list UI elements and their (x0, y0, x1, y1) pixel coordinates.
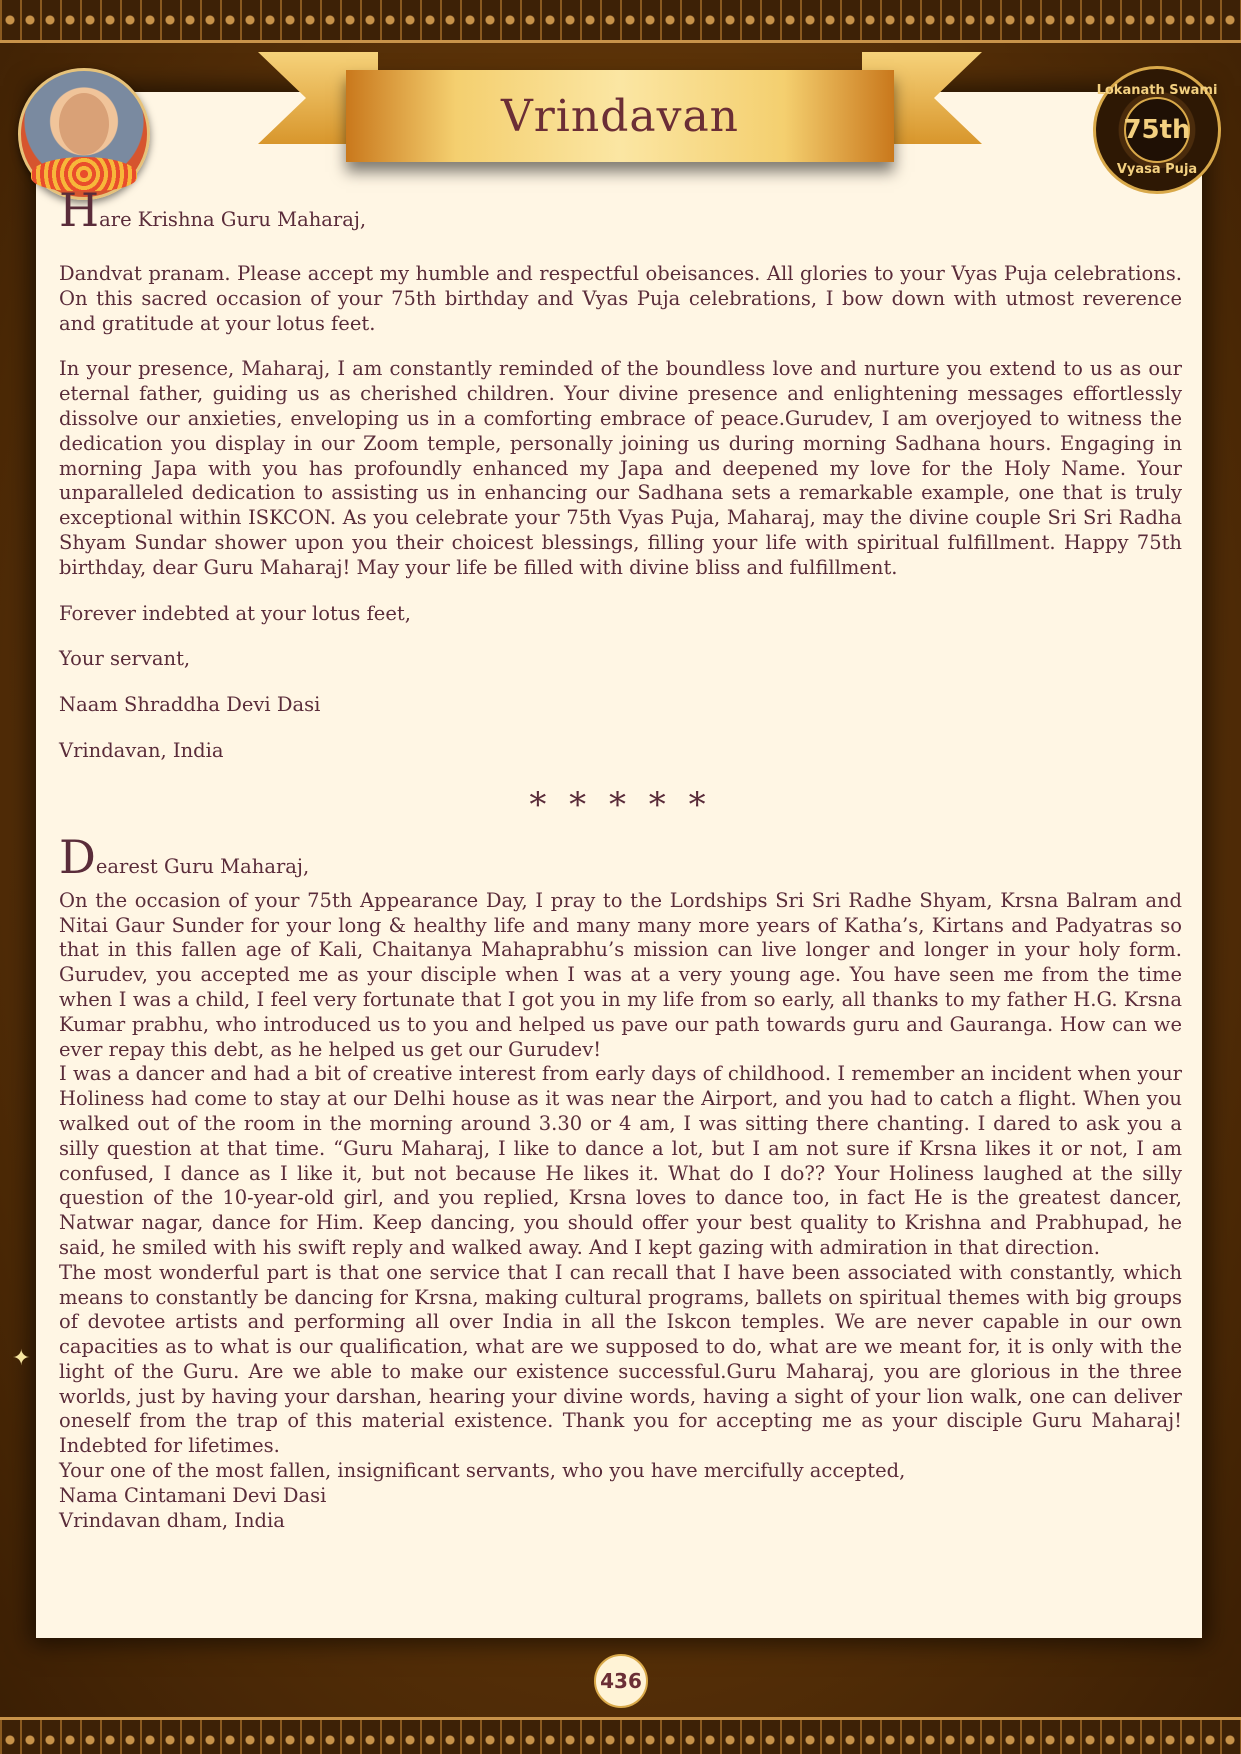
letter2-dropcap: D (59, 829, 96, 884)
letter2-salutation (59, 829, 1182, 887)
letter2-paragraph-3: The most wonderful part is that one service that I can recall that I have been associated with constantly, which means to constantly be dancing for Krsna, making cultural programs, ballets on spiritual themes with big groups of devotee artists and performing all over India in all the Iskcon temples. We are never capable in our own capacities as to what is our qualification, what are we supposed to do, what are we meant for, it is only with the light of the Guru. Are we able to make our existence successful.Guru Maharaj, you are glorious in the three worlds, just by having your darshan, hearing your divine words, having a sight of your lion walk, one can deliver oneself from the trap of this material existence. Thank you for accepting me as your disciple Guru Maharaj! Indebted for lifetimes. (59, 1260, 1182, 1458)
letter1-closing: Forever indebted at your lotus feet, (59, 601, 411, 625)
letter1-location: Vrindavan, India (59, 738, 224, 762)
letter1-paragraph-2: In your presence, Maharaj, I am constantly reminded of the boundless love and nurture you extend to us as our eternal father, guiding us as cherished children. Your divine presence and enlightening messages effortlessly dissolve our anxieties, enveloping us in a comforting embrace of peace.Gurudev, I am overjoyed to witness the dedication you display in our Zoom temple, personally joining us during morning Sadhana hours. Engaging in morning Japa with you has profoundly enhanced my Japa and deepened my love for the Holy Name. Your unparalleled dedication to assisting us in enhancing our Sadhana sets a remarkable example, one that is truly exceptional within ISKCON. As you celebrate your 75th Vyas Puja, Maharaj, may the divine couple Sri Sri Radha Shyam Sundar shower upon you their choicest blessings, filling your life with spiritual fulfillment. Happy 75th birthday, dear Guru Maharaj! May your life be filled with divine bliss and fulfillment. (59, 357, 1182, 579)
badge-top-text: Lokanath Swami (1096, 83, 1218, 98)
bottom-border (0, 1717, 1241, 1754)
letter2-paragraph-1: On the occasion of your 75th Appearance Day, I pray to the Lordships Sri Sri Radhe Shyam, Krsna Balram and Nitai Gaur Sunder for your long & healthy life and many many more years of Katha’s, Kirtans and Padyatras so that in this fallen age of Kali, Chaitanya Mahaprabhu’s mission can live longer and longer in your holy form. Gurudev, you accepted me as your disciple when I was at a very young age. You have seen me from the time when I was a child, I feel very fortunate that I got you in my life from so early, all thanks to my father H.G. Krsna Kumar prabhu, who introduced us to you and helped us pave our path towards guru and Gauranga. How can we ever repay this debt, as he helped us get our Gurudev! (59, 888, 1182, 1061)
guru-portrait-image (18, 68, 150, 200)
letter1-signature: Naam Shraddha Devi Dasi (59, 693, 321, 717)
page-number: 436 (594, 1654, 648, 1708)
portrait-face (59, 93, 109, 155)
letter1-dropcap: H (59, 183, 100, 237)
sparkle-icon: ✦ (12, 1346, 31, 1371)
letter2-location: Vrindavan dham, India (59, 1508, 285, 1532)
letter1-salutation-text: are Krishna Guru Maharaj, (99, 208, 367, 231)
vyasa-puja-75th-logo (1093, 66, 1221, 194)
letter1-paragraph-1: Dandvat pranam. Please accept my humble and respectful obeisances. All glories to your Vyas Puja celebrations. On this sacred occasion of your 75th birthday and Vyas Puja celebrations, I bow down with utmost reverence and gratitude at your lotus feet. (59, 262, 1182, 335)
badge-bottom-text: Vyasa Puja (1116, 162, 1198, 177)
page-title: Vrindavan (500, 90, 740, 142)
top-border (0, 0, 1241, 43)
letter1-sign-off: Your servant, (59, 647, 191, 671)
letter2-closing: Your one of the most fallen, insignificant servants, who you have mercifully accepted, (59, 1459, 906, 1483)
letter2-signature: Nama Cintamani Devi Dasi (59, 1483, 327, 1507)
section-separator: * * * * * (529, 784, 712, 825)
letters (59, 183, 1182, 1533)
badge-number: 75th (1124, 97, 1190, 163)
letter1-salutation (59, 183, 1182, 240)
title-banner (346, 70, 894, 162)
letter2-salutation-text: earest Guru Maharaj, (95, 854, 310, 878)
letter2-paragraph-2: I was a dancer and had a bit of creative interest from early days of childhood. I remember an incident when your Holiness had come to stay at our Delhi house as it was near the Airport, and you had to catch a flight. When you walked out of the room in the morning around 3.30 or 4 am, I was sitting there chanting. I dared to ask you a silly question at that time. “Guru Maharaj, I like to dance a lot, but I am not sure if Krsna likes it or not, I am confused, I dance as I like it, but not because He likes it. What do I do?? Your Holiness laughed at the silly question of the 10-year-old girl, and you replied, Krsna loves to dance too, in fact He is the greatest dancer, Natwar nagar, dance for Him. Keep dancing, you should offer your best quality to Krishna and Prabhupad, he said, he smiled with his swift reply and walked away. And I kept gazing with admiration in that direction. (59, 1062, 1182, 1259)
